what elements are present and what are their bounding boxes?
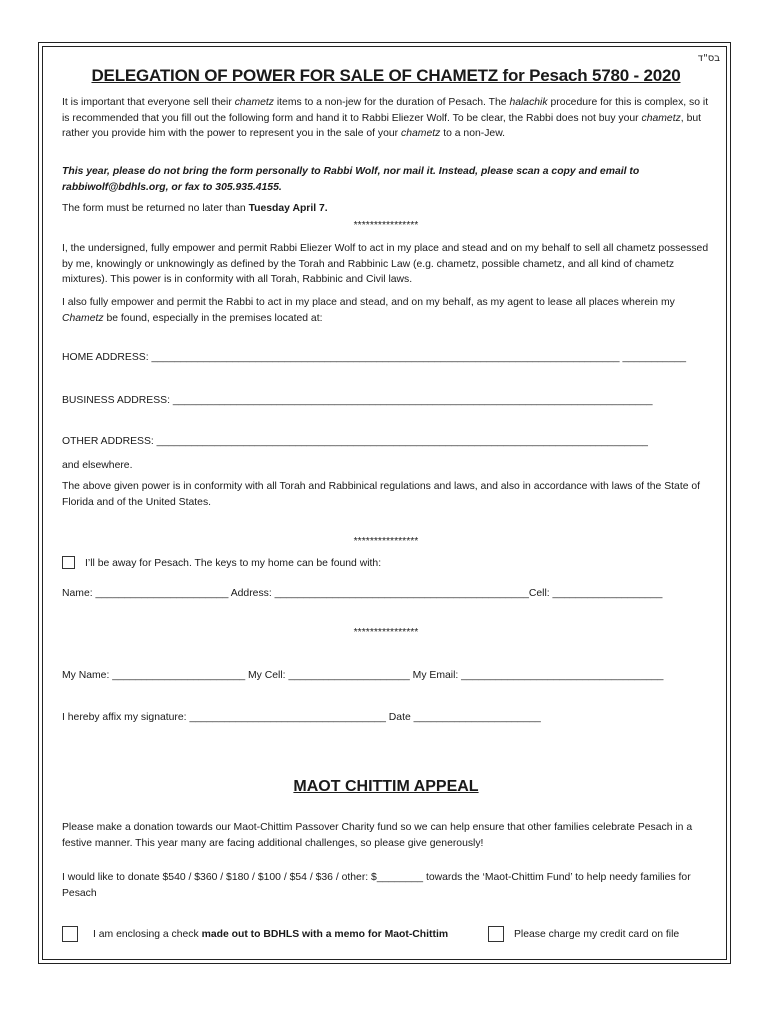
other-address-field[interactable]: OTHER ADDRESS: _____________________________________________________________________________________ (62, 436, 648, 447)
intro-text: items to a non-jew for the duration of Pesach. The (273, 97, 510, 108)
deadline-line (62, 201, 712, 217)
credit-card-checkbox[interactable] (488, 926, 504, 942)
notice-paragraph: This year, please do not bring the form personally to Rabbi Wolf, nor mail it. Instead, please scan a copy and email to rabbiwolf@bdhls.org, or fax to 305.935.4155. (62, 166, 640, 193)
maot-title: MAOT CHITTIM APPEAL (293, 778, 479, 795)
bsd-mark: בס"ד (697, 53, 720, 64)
away-label: I’ll be away for Pesach. The keys to my home can be found with: (85, 558, 382, 569)
credit-card-label: Please charge my credit card on file (514, 929, 680, 940)
intro-text: to a non-Jew. (440, 128, 506, 139)
delegation-paragraph: I, the undersigned, fully empower and permit Rabbi Eliezer Wolf to act in my place and stead and on my behalf to sell all chametz possessed by me, knowingly or unknowingly as defined by the Torah and Rabbinic Law (e.g. chametz, possible chametz, and all kind of chametz mixtures). This power is in conformity with all Torah, Rabbinic and Civil laws. (62, 243, 709, 285)
form-title: DELEGATION OF POWER FOR SALE OF CHAMETZ for Pesach 5780 - 2020 (91, 66, 681, 85)
intro-text: chametz (234, 97, 274, 108)
check-label (93, 927, 483, 943)
lease-paragraph (62, 295, 712, 326)
check-checkbox[interactable] (62, 926, 78, 942)
keyholder-fields[interactable]: Name: _______________________ Address: ____________________________________________Cell: ___________________ (62, 588, 663, 599)
away-checkbox[interactable] (62, 556, 75, 569)
signature-field[interactable]: I hereby affix my signature: __________________________________ Date ______________________ (62, 712, 541, 723)
check-text-bold: made out to BDHLS with a memo for Maot-Chittim (201, 929, 449, 940)
donate-line[interactable]: I would like to donate $540 / $360 / $180 / $100 / $54 / $36 / other: $________ towards the ‘Maot-Chittim Fund’ to help needy families for Pesach (62, 872, 691, 899)
intro-text: chametz (401, 128, 441, 139)
separator: **************** (353, 220, 419, 231)
contact-fields[interactable]: My Name: _______________________ My Cell: _____________________ My Email: ___________________________________ (62, 670, 664, 681)
intro-text: halachik (509, 97, 548, 108)
intro-text: procedure for this is complex, so it is recommended that you fill out the following form and hand it to Rabbi Eliezer Wolf. To be clear, the Rabbi does not buy your (62, 97, 709, 124)
check-text: I am enclosing a check (93, 929, 202, 940)
maot-paragraph: Please make a donation towards our Maot-Chittim Passover Charity fund so we can help ensure that other families celebrate Pesach in a festive manner. This year many are facing additional challenges, so please give generously! (62, 822, 693, 849)
intro-text: chametz (641, 112, 681, 124)
intro-text: It is important that everyone sell their (62, 97, 235, 108)
elsewhere-text: and elsewhere. (62, 460, 133, 471)
intro-paragraph (62, 95, 712, 142)
deadline-text: The form must be returned no later than (62, 203, 249, 214)
separator: **************** (353, 627, 419, 638)
lease-text: Chametz (62, 312, 104, 324)
separator: **************** (353, 536, 419, 547)
deadline-date: Tuesday April 7. (248, 203, 328, 214)
intro-text: , but rather you provide him with the power to represent you in the sale of your (62, 112, 702, 139)
business-address-field[interactable]: BUSINESS ADDRESS: ___________________________________________________________________________________ (62, 395, 653, 406)
lease-text: be found, especially in the premises located at: (103, 312, 323, 324)
conformity-paragraph: The above given power is in conformity with all Torah and Rabbinical regulations and laws, and also in accordance with laws of the State of Florida and of the United States. (62, 481, 701, 508)
home-address-field[interactable]: HOME ADDRESS: _________________________________________________________________________________ ___________ (62, 352, 687, 363)
lease-text: I also fully empower and permit the Rabbi to act in my place and stead, and on my behalf, as my agent to lease all places wherein my (62, 297, 675, 308)
